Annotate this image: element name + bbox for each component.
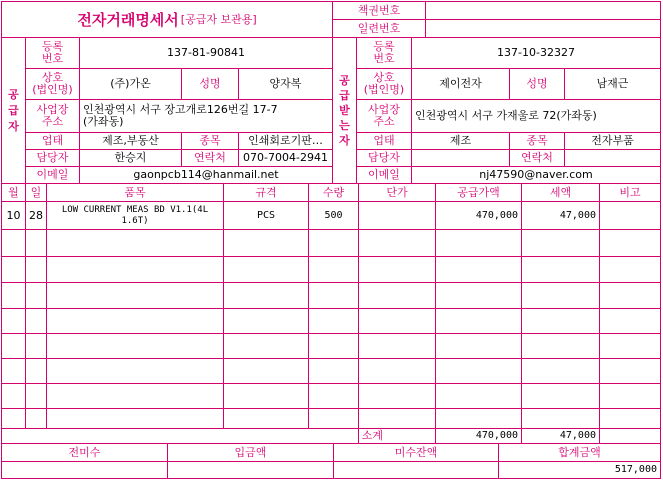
subtotal-tax: 47,000 [522, 429, 600, 444]
book-no-label: 책권번호 [333, 2, 426, 20]
row-divider [2, 333, 660, 334]
unpaid-value [334, 462, 499, 478]
prev-balance-label: 전미수 [2, 444, 168, 462]
col-divider [46, 230, 47, 428]
col-month-header: 월 [2, 184, 26, 202]
row-divider [2, 308, 660, 309]
buyer-reg-no: 137-10-32327 [412, 38, 660, 69]
supplier-biz-type-label: 업태 [26, 133, 80, 150]
col-divider [599, 230, 600, 444]
col-divider [308, 230, 309, 428]
col-day-header: 일 [26, 184, 47, 202]
buyer-biz-type-label: 업태 [357, 133, 412, 150]
supplier-item: 인쇄회로기판… [239, 133, 333, 150]
unpaid-label: 미수잔액 [334, 444, 499, 462]
supplier-item-label: 종목 [182, 133, 239, 150]
prev-balance-value [2, 462, 168, 478]
buyer-reg-no-label: 등록 번호 [357, 38, 412, 69]
row-divider [2, 408, 660, 409]
col-note-header: 비고 [600, 184, 660, 202]
book-no-value [426, 2, 660, 20]
buyer-phone-label: 연락처 [510, 150, 565, 167]
col-product-header: 품목 [47, 184, 224, 202]
supplier-reg-no: 137-81-90841 [80, 38, 333, 69]
supplier-manager-label: 담당자 [26, 150, 80, 167]
supplier-address-label: 사업장 주소 [26, 100, 80, 133]
col-divider [521, 230, 522, 444]
row-divider [2, 282, 660, 283]
deposit-value [168, 462, 334, 478]
row-note [600, 202, 660, 230]
row-month: 10 [2, 202, 26, 230]
supplier-company: (주)가온 [80, 69, 182, 100]
subtotal-supply-amount: 470,000 [436, 429, 522, 444]
buyer-side-label: 공 급 받 는 자 [333, 38, 357, 184]
supplier-reg-no-label: 등록 번호 [26, 38, 80, 69]
total-value: 517,000 [614, 464, 657, 475]
supplier-email: gaonpcb114@hanmail.net [80, 167, 333, 184]
supplier-address: 인천광역시 서구 장고개로126번길 17-7 (가좌동) [80, 100, 333, 133]
deposit-label: 입금액 [168, 444, 334, 462]
col-unit-price-header: 단가 [359, 184, 436, 202]
title-block [2, 2, 333, 38]
row-divider [2, 256, 660, 257]
buyer-manager-label: 담당자 [357, 150, 412, 167]
col-supply-amount-header: 공급가액 [436, 184, 522, 202]
col-divider [435, 230, 436, 444]
supplier-ceo-label: 성명 [182, 69, 239, 100]
supplier-manager: 한승지 [80, 150, 182, 167]
supplier-ceo: 양자복 [239, 69, 333, 100]
page-subtitle: [공급자 보관용] [180, 12, 257, 26]
total-label: 합계금액 [499, 444, 660, 462]
row-product: LOW CURRENT MEAS BD V1.1(4L 1.6T) [47, 202, 224, 230]
row-day: 28 [26, 202, 47, 230]
buyer-email: nj47590@naver.com [412, 167, 660, 184]
col-divider [358, 230, 359, 444]
page-title: 전자거래명세서 [77, 10, 179, 29]
serial-no-label: 일련번호 [333, 20, 426, 38]
supplier-biz-type: 제조,부동산 [80, 133, 182, 150]
row-divider [2, 358, 660, 359]
buyer-ceo: 남재근 [565, 69, 660, 100]
supplier-company-label: 상호 (법인명) [26, 69, 80, 100]
row-qty: 500 [309, 202, 359, 230]
buyer-email-label: 이메일 [357, 167, 412, 184]
supplier-phone: 070-7004-2941 [239, 150, 333, 167]
buyer-address: 인천광역시 서구 가재울로 72(가좌동) [412, 100, 660, 133]
col-qty-header: 수량 [309, 184, 359, 202]
buyer-company-label: 상호 (법인명) [357, 69, 412, 100]
col-divider [25, 230, 26, 428]
buyer-ceo-label: 성명 [510, 69, 565, 100]
row-tax: 47,000 [522, 202, 600, 230]
row-supply-amount: 470,000 [436, 202, 522, 230]
row-spec: PCS [224, 202, 309, 230]
subtotal-note [600, 429, 660, 444]
buyer-item: 전자부품 [565, 133, 660, 150]
supplier-phone-label: 연락처 [182, 150, 239, 167]
subtotal-label: 소계 [2, 429, 436, 444]
row-unit-price [359, 202, 436, 230]
buyer-phone [565, 150, 660, 167]
buyer-item-label: 종목 [510, 133, 565, 150]
transaction-statement [1, 1, 661, 479]
col-tax-header: 세액 [522, 184, 600, 202]
serial-no-value [426, 20, 660, 38]
supplier-side-label: 공 급 자 [2, 38, 26, 184]
buyer-address-label: 사업장 주소 [357, 100, 412, 133]
supplier-email-label: 이메일 [26, 167, 80, 184]
buyer-company: 제이전자 [412, 69, 510, 100]
row-divider [2, 383, 660, 384]
col-spec-header: 규격 [224, 184, 309, 202]
col-divider [223, 230, 224, 428]
buyer-biz-type: 제조 [412, 133, 510, 150]
buyer-manager [412, 150, 510, 167]
